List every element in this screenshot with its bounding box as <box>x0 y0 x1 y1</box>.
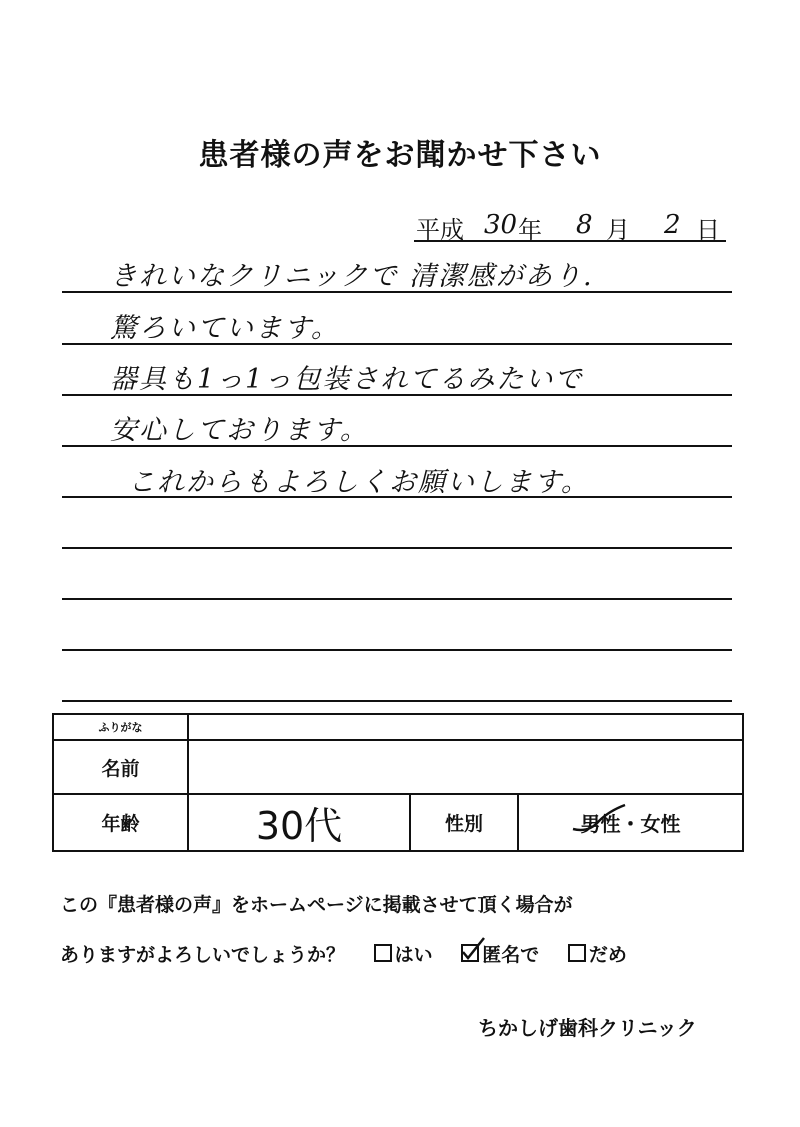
sex-option-male[interactable]: 男性 <box>580 812 621 836</box>
checkbox-anonymous[interactable] <box>461 944 479 962</box>
date-day: 2 <box>664 210 681 240</box>
option-anonymous-label: 匿名で <box>482 944 540 966</box>
ruled-line <box>62 394 732 396</box>
message-line-5: これからもよろしくお願いします。 <box>128 467 590 498</box>
date-year-unit: 年 <box>518 216 542 244</box>
page-title: 患者様の声をお聞かせ下さい <box>198 138 602 173</box>
option-anonymous[interactable] <box>461 944 546 966</box>
ruled-line <box>62 343 732 345</box>
sex-option-female[interactable]: 女性 <box>640 812 681 836</box>
date-month: 8 <box>576 210 593 240</box>
sex-field[interactable] <box>518 794 743 851</box>
message-line-2: 驚ろいています。 <box>110 313 340 344</box>
patient-info-table <box>52 713 744 852</box>
date-era: 平成 <box>416 216 464 244</box>
furigana-label: ふりがな <box>53 714 188 740</box>
name-label: 名前 <box>53 740 188 794</box>
check-mark-icon <box>460 936 486 962</box>
date-field <box>414 210 726 242</box>
name-field[interactable] <box>188 740 743 794</box>
consent-line-2 <box>60 940 627 967</box>
checkbox-yes[interactable] <box>374 944 392 962</box>
option-no[interactable] <box>568 944 627 966</box>
option-yes-label: はい <box>394 944 433 966</box>
date-day-unit: 日 <box>696 216 720 244</box>
date-year: 30 <box>484 210 518 240</box>
ruled-line <box>62 496 732 498</box>
ruled-line <box>62 445 732 447</box>
clinic-name: ちかしげ歯科クリニック <box>478 1016 697 1040</box>
checkbox-no[interactable] <box>568 944 586 962</box>
age-field[interactable]: 30代 <box>188 794 410 851</box>
ruled-line <box>62 291 732 293</box>
ruled-line <box>62 649 732 651</box>
consent-text-line-2: ありますがよろしいでしょうか？ <box>60 944 346 966</box>
ruled-line <box>62 598 732 600</box>
check-mark-icon <box>569 803 629 837</box>
option-yes[interactable] <box>374 944 440 966</box>
ruled-line <box>62 700 732 702</box>
ruled-line <box>62 547 732 549</box>
consent-text-line-1: この『患者様の声』をホームページに掲載させて頂く場合が <box>60 894 573 916</box>
sex-separator: ・ <box>620 812 641 836</box>
date-month-unit: 月 <box>606 216 630 244</box>
message-line-3: 器具も1っ1っ包装されてるみたいで <box>110 364 584 395</box>
age-label: 年齢 <box>53 794 188 851</box>
furigana-field[interactable] <box>188 714 743 740</box>
message-line-4: 安心しております。 <box>110 415 369 446</box>
sex-label: 性別 <box>410 794 518 851</box>
message-line-1: きれいなクリニックで 清潔感があり. <box>110 261 594 292</box>
option-no-label: だめ <box>588 944 627 966</box>
